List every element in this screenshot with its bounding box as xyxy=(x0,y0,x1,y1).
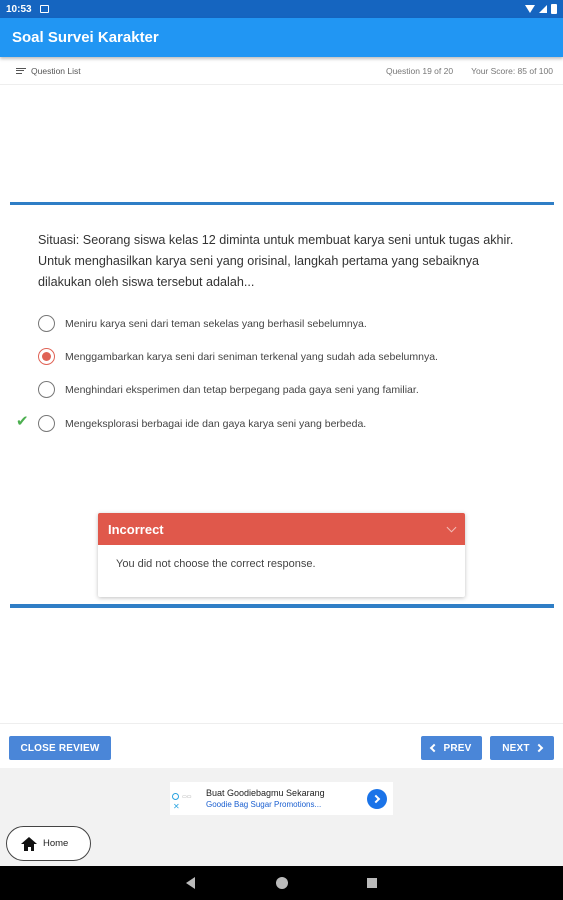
close-review-label: CLOSE REVIEW xyxy=(20,742,100,754)
prev-button[interactable] xyxy=(421,736,482,760)
option-label: Menggambarkan karya seni dari seniman terkenal yang sudah ada sebelumnya. xyxy=(65,350,438,363)
next-button[interactable] xyxy=(490,736,554,760)
answer-option-1[interactable] xyxy=(38,315,367,332)
question-info-bar xyxy=(0,57,563,85)
battery-icon xyxy=(551,4,557,14)
status-time: 10:53 xyxy=(6,3,32,15)
app-title: Soal Survei Karakter xyxy=(12,29,159,46)
chevron-left-icon xyxy=(430,744,438,752)
option-label: Mengeksplorasi berbagai ide dan gaya karya seni yang berbeda. xyxy=(65,417,367,430)
bottom-navigation xyxy=(0,723,563,768)
ad-close-icon[interactable]: ✕ xyxy=(173,802,180,811)
ad-badge xyxy=(170,782,206,815)
ad-title: Buat Goodiebagmu Sekarang xyxy=(206,787,325,798)
list-icon xyxy=(16,66,26,75)
chevron-right-icon xyxy=(534,744,542,752)
radio-button[interactable] xyxy=(38,315,55,332)
score-text: Your Score: 85 of 100 xyxy=(471,65,553,76)
question-list-button[interactable] xyxy=(16,66,81,76)
feedback-message: You did not choose the correct response. xyxy=(116,558,316,570)
system-navigation-bar xyxy=(0,866,563,900)
gallery-notification-icon xyxy=(40,5,49,13)
answer-option-2[interactable] xyxy=(38,348,438,365)
option-label: Meniru karya seni dari teman sekelas yang berhasil sebelumnya. xyxy=(65,317,367,330)
correct-check-icon: ✔ xyxy=(16,413,29,430)
home-circle-icon[interactable] xyxy=(276,877,288,889)
radio-button[interactable] xyxy=(38,381,55,398)
ad-info-icon[interactable] xyxy=(172,793,179,800)
status-bar xyxy=(0,0,563,18)
feedback-title: Incorrect xyxy=(108,521,164,537)
ad-arrow-icon[interactable] xyxy=(367,789,387,809)
question-text: Situasi: Seorang siswa kelas 12 diminta untuk membuat karya seni untuk tugas akhir. Untuk menghasilkan karya seni yang orisinal, langkah pertama yang sebaiknya dilakukan oleh siswa tersebut adalah... xyxy=(38,233,514,289)
answer-option-4[interactable] xyxy=(38,415,366,432)
close-review-button[interactable] xyxy=(9,736,111,760)
ad-text xyxy=(206,787,367,811)
option-label: Menghindari eksperimen dan tetap berpegang pada gaya seni yang familiar. xyxy=(65,383,419,396)
answer-option-3[interactable] xyxy=(38,381,419,398)
question-list-label: Question List xyxy=(31,65,81,76)
question-card xyxy=(10,202,554,608)
recents-icon[interactable] xyxy=(367,878,377,888)
home-button[interactable] xyxy=(6,826,91,861)
home-icon xyxy=(21,837,37,851)
ad-area xyxy=(0,768,563,866)
chevron-down-icon xyxy=(447,522,457,532)
signal-icon xyxy=(539,5,547,13)
radio-button-selected[interactable] xyxy=(38,348,55,365)
feedback-panel xyxy=(98,513,465,597)
home-label: Home xyxy=(43,838,69,849)
app-bar xyxy=(0,18,563,57)
ad-banner[interactable] xyxy=(170,782,393,815)
ad-logo-icon: ▭▭ xyxy=(182,794,192,800)
ad-subtitle: Goodie Bag Sugar Promotions... xyxy=(206,799,322,809)
radio-button[interactable] xyxy=(38,415,55,432)
back-icon[interactable] xyxy=(186,877,195,889)
next-label: NEXT xyxy=(502,742,530,754)
wifi-icon xyxy=(525,5,535,13)
prev-label: PREV xyxy=(443,742,472,754)
feedback-header[interactable] xyxy=(98,513,465,545)
question-counter: Question 19 of 20 xyxy=(385,65,454,76)
